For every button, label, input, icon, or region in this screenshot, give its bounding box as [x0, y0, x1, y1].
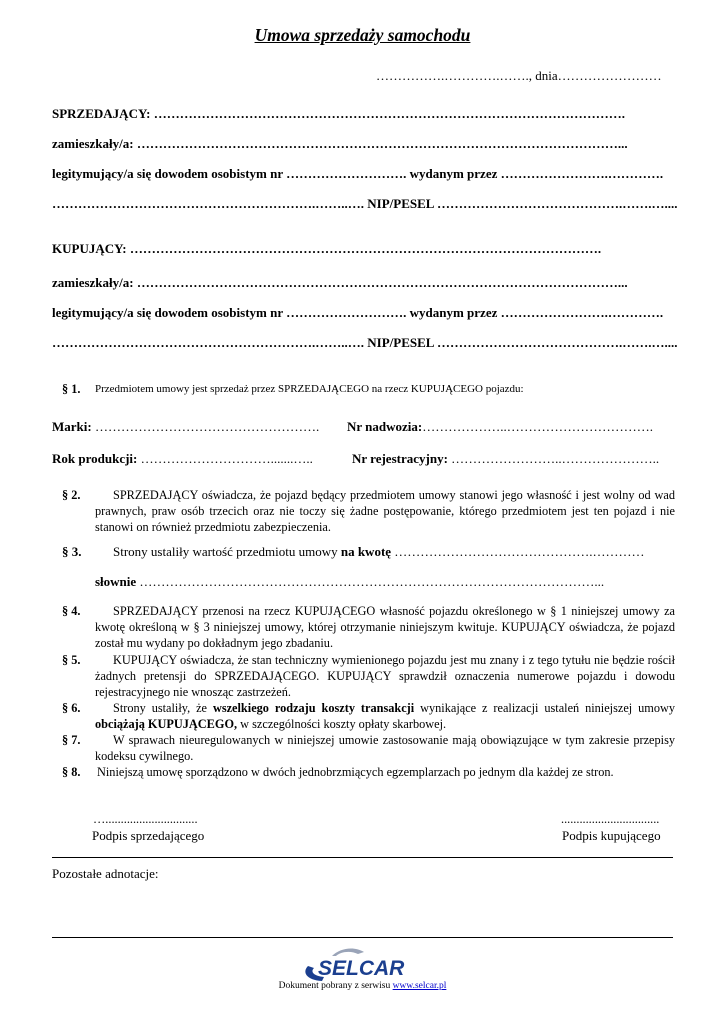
vehicle-year-row — [52, 451, 313, 467]
section-6-bold-a: wszelkiego rodzaju koszty transakcji — [212, 701, 415, 715]
section-6-number: § 6. — [62, 701, 81, 715]
buyer-nip-field: …………………………………….…….….... — [436, 335, 678, 350]
selcar-logo-graphic — [296, 944, 428, 984]
section-2-paragraph — [95, 487, 675, 535]
vehicle-vin-row — [347, 419, 653, 435]
buyer-address-label: zamieszkały/a: — [52, 275, 134, 290]
document-title: Umowa sprzedaży samochodu — [254, 25, 471, 45]
words-label: słownie — [95, 574, 137, 589]
seller-row — [52, 106, 625, 122]
divider-bottom — [52, 937, 673, 938]
section-5-number: § 5. — [62, 653, 81, 667]
section-6-text-a: Strony ustaliły, że — [113, 701, 208, 715]
seller-issued-label: wydanym przez — [409, 166, 498, 181]
seller-address-field: …………………………………………………………………………………………………... — [136, 136, 628, 151]
section-6-text-c: w szczególności koszty opłaty skarbowej. — [240, 717, 447, 731]
buyer-nip-row — [52, 335, 677, 351]
vehicle-brand-label: Marki: — [52, 419, 92, 434]
buyer-id-row — [52, 305, 663, 321]
vehicle-vin-field: ………………..……………………………. — [422, 419, 653, 434]
seller-signature-label: Podpis sprzedającego — [92, 828, 205, 843]
buyer-row — [52, 241, 601, 257]
vehicle-year-field: ………………………….......….. — [140, 451, 313, 466]
divider-top — [52, 857, 673, 858]
section-6-text-b: wynikające z realizacji ustaleń niniejszej umowy — [420, 701, 676, 715]
section-8-number: § 8. — [62, 765, 81, 779]
section-4-number: § 4. — [62, 604, 81, 618]
section-3-number: § 3. — [62, 544, 82, 559]
seller-id-row — [52, 166, 663, 182]
buyer-id-label: legitymujący/a się dowodem osobistym nr — [52, 305, 283, 320]
section-6-paragraph — [95, 700, 675, 732]
amount-label: na kwotę — [340, 544, 392, 559]
vehicle-reg-field: ……………………..………………….. — [451, 451, 660, 466]
buyer-nip-label: NIP/PESEL — [367, 335, 434, 350]
vehicle-vin-label: Nr nadwozia: — [347, 419, 423, 434]
vehicle-brand-row — [52, 419, 319, 435]
section-2-text: SPRZEDAJĄCY oświadcza, że pojazd będący przedmiotem umowy stanowi jego własność i jest wolny od wad prawnych, praw osób trzecich oraz nie toczy się żadne postępowanie, którego przedmiotem jest ten pojazd i nie stanowi on również przedmiotu zabezpieczenia. — [95, 488, 675, 534]
seller-id-field: ………………………. — [286, 166, 407, 181]
vehicle-brand-field: ……………………………………………. — [94, 419, 320, 434]
buyer-name-field: ………………………………………………………………………………………………. — [129, 241, 602, 256]
seller-extra-field: …………………………………………………….……..…. — [52, 196, 364, 211]
date-line: …………….………….……., dnia…………………… — [376, 68, 662, 83]
section-3-row — [113, 544, 645, 560]
buyer-label: KUPUJĄCY: — [52, 241, 127, 256]
seller-signature-line: ….............................. — [93, 812, 198, 826]
section-1-number: § 1. — [62, 382, 81, 396]
vehicle-reg-row — [352, 451, 659, 467]
section-3-text: Strony ustaliły wartość przedmiotu umowy — [113, 544, 338, 559]
section-7-number: § 7. — [62, 733, 81, 747]
buyer-id-field: ………………………. — [286, 305, 407, 320]
section-5-text: KUPUJĄCY oświadcza, że stan techniczny wymienionego pojazdu jest mu znany i z tego tytułu nie będzie rościł żadnych pretensji do SPRZEDAJĄCEGO. KUPUJĄCY sprawdził oznaczenia numerowe pojazdu i dowodu rejestracyjnego nie wnosząc zastrzeżeń. — [95, 653, 675, 699]
seller-address-row — [52, 136, 628, 152]
seller-nip-field: …………………………………….…….….... — [436, 196, 678, 211]
section-7-text: W sprawach nieuregulowanych w niniejszej umowie zastosowanie mają obowiązujące w tym zakresie przepisy kodeksu cywilnego. — [95, 733, 675, 763]
seller-label: SPRZEDAJĄCY: — [52, 106, 151, 121]
buyer-signature-label: Podpis kupującego — [562, 828, 661, 843]
section-5-paragraph — [95, 652, 675, 700]
words-row — [95, 574, 604, 590]
buyer-issued-label: wydanym przez — [409, 305, 498, 320]
footer-text: Dokument pobrany z serwisu — [278, 981, 391, 991]
footer-link[interactable]: www.selcar.pl — [392, 981, 447, 991]
section-6-bold-b: obciążają KUPUJĄCEGO, — [95, 717, 238, 731]
buyer-address-row — [52, 275, 628, 291]
seller-id-label: legitymujący/a się dowodem osobistym nr — [52, 166, 283, 181]
section-8-text: Niniejszą umowę sporządzono w dwóch jednobrzmiących egzemplarzach po jednym dla każdej ze stron. — [97, 765, 614, 779]
logo-car-icon — [332, 949, 364, 956]
seller-name-field: ………………………………………………………………………………………………. — [153, 106, 625, 121]
vehicle-reg-label: Nr rejestracyjny: — [352, 451, 448, 466]
section-4-paragraph — [95, 603, 675, 651]
section-2-number: § 2. — [62, 488, 81, 502]
section-1-text: Przedmiotem umowy jest sprzedaż przez SPRZEDAJĄCEGO na rzecz KUPUJĄCEGO pojazdu: — [95, 383, 524, 395]
words-field: ……………………………………………………………………………………………... — [139, 574, 605, 589]
section-7-paragraph — [95, 732, 675, 764]
section-4-text: SPRZEDAJĄCY przenosi na rzecz KUPUJĄCEGO własność pojazdu określonego w § 1 niniejszej umowy za kwotę określoną w § 3 niniejszej umowy, której otrzymanie niniejszym kwituje. KUPUJĄCY oświadcza, że pojazd został mu wydany po dokładnym jego zbadaniu. — [95, 604, 675, 650]
seller-nip-label: NIP/PESEL — [367, 196, 434, 211]
seller-address-label: zamieszkały/a: — [52, 136, 134, 151]
seller-nip-row — [52, 196, 677, 212]
buyer-signature-line: ................................ — [561, 812, 660, 826]
buyer-extra-field: …………………………………………………….……..…. — [52, 335, 364, 350]
vehicle-year-label: Rok produkcji: — [52, 451, 138, 466]
buyer-issued-field: …………………….…………. — [500, 305, 664, 320]
footer — [0, 981, 725, 991]
logo-text: SELCAR — [318, 957, 405, 980]
notes-label: Pozostałe adnotacje: — [52, 866, 159, 881]
amount-field: ……………………………………….………… — [394, 544, 645, 559]
buyer-address-field: …………………………………………………………………………………………………... — [136, 275, 628, 290]
seller-issued-field: …………………….…………. — [500, 166, 664, 181]
